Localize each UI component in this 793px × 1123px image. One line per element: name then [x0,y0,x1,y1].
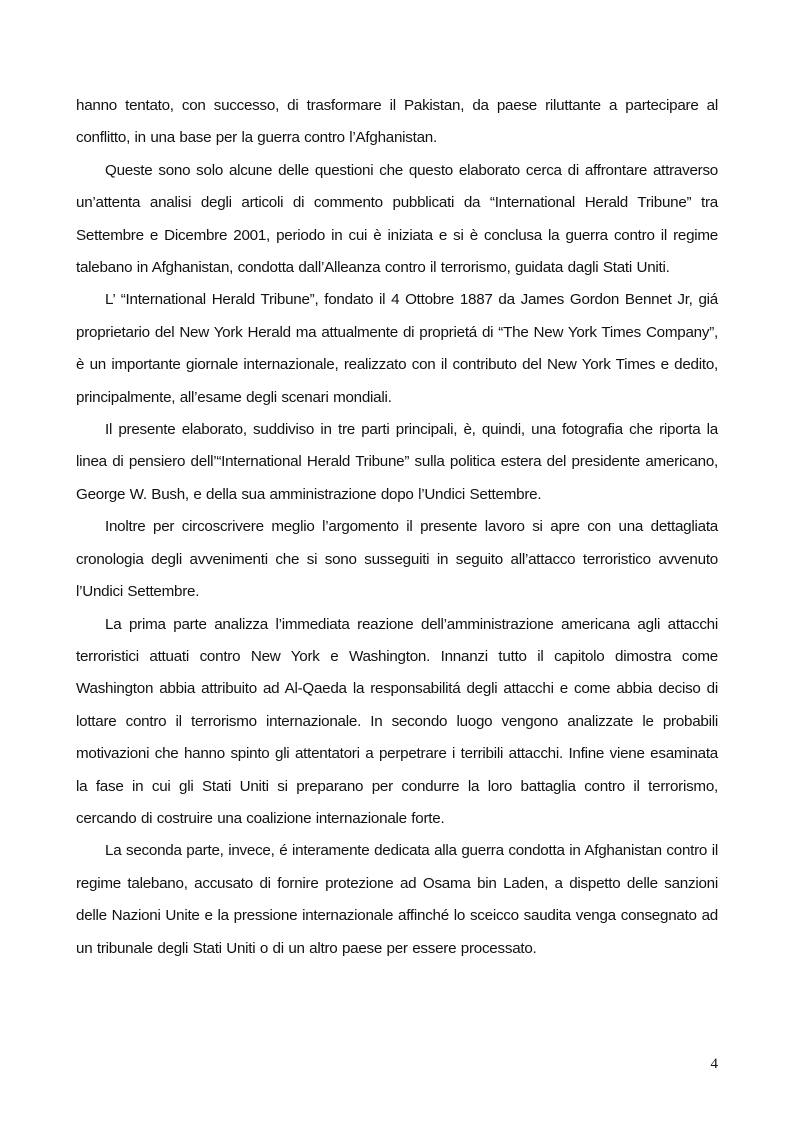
paragraph-chronology: Inoltre per circoscrivere meglio l’argomento il presente lavoro si apre con una dettagliata cronologia degli avvenimenti che si sono susseguiti in seguito all’attacco terroristico avvenuto l’Undici Settembre. [76,518,718,601]
paragraph-continued: hanno tentato, con successo, di trasformare il Pakistan, da paese riluttante a partecipare al conflitto, in una base per la guerra contro l’Afghanistan. [76,97,718,147]
paragraph-part-one: La prima parte analizza l’immediata reazione dell’amministrazione americana agli attacchi terroristici attuati contro New York e Washington. Innanzi tutto il capitolo dimostra come Washington abbia attribuito ad Al-Qaeda la responsabilitá degli attacchi e come abbia deciso di lottare contro il terrorismo internazionale. In secondo luogo vengono analizzate le probabili motivazioni che hanno spinto gli attentatori a perpetrare i terribili attacchi. Infine viene esaminata la fase in cui gli Stati Uniti si preparano per condurre la loro battaglia contro il terrorismo, cercando di costruire una coalizione internazionale forte. [76,615,718,827]
paragraph-structure: Il presente elaborato, suddiviso in tre parti principali, è, quindi, una fotografia che riporta la linea di pensiero dell’“International Herald Tribune” sulla politica estera del presidente americano, George W. Bush, e della sua amministrazione dopo l’Undici Settembre. [76,421,718,503]
body-text [76,90,718,965]
paragraph-intro-questions: Queste sono solo alcune delle questioni che questo elaborato cerca di affrontare attraverso un’attenta analisi degli articoli di commento pubblicati da “International Herald Tribune” tra Settembre e Dicembre 2001, periodo in cui è iniziata e si è conclusa la guerra contro il regime talebano in Afghanistan, condotta dall’Alleanza contro il terrorismo, guidata dagli Stati Uniti. [76,161,718,277]
page-number: 4 [710,1056,718,1072]
paragraph-part-two: La seconda parte, invece, é interamente dedicata alla guerra condotta in Afghanistan contro il regime talebano, accusato di fornire protezione ad Osama bin Laden, a dispetto delle sanzioni delle Nazioni Unite e la pressione internazionale affinché lo sceicco saudita venga consegnato ad un tribunale degli Stati Uniti o di un altro paese per essere processato. [76,842,718,957]
paragraph-herald-tribune: L’ “International Herald Tribune”, fondato il 4 Ottobre 1887 da James Gordon Bennet Jr, giá proprietario del New York Herald ma attualmente di proprietá di “The New York Times Company”, è un importante giornale internazionale, realizzato con il contributo del New York Times e dedito, principalmente, all’esame degli scenari mondiali. [76,291,718,406]
